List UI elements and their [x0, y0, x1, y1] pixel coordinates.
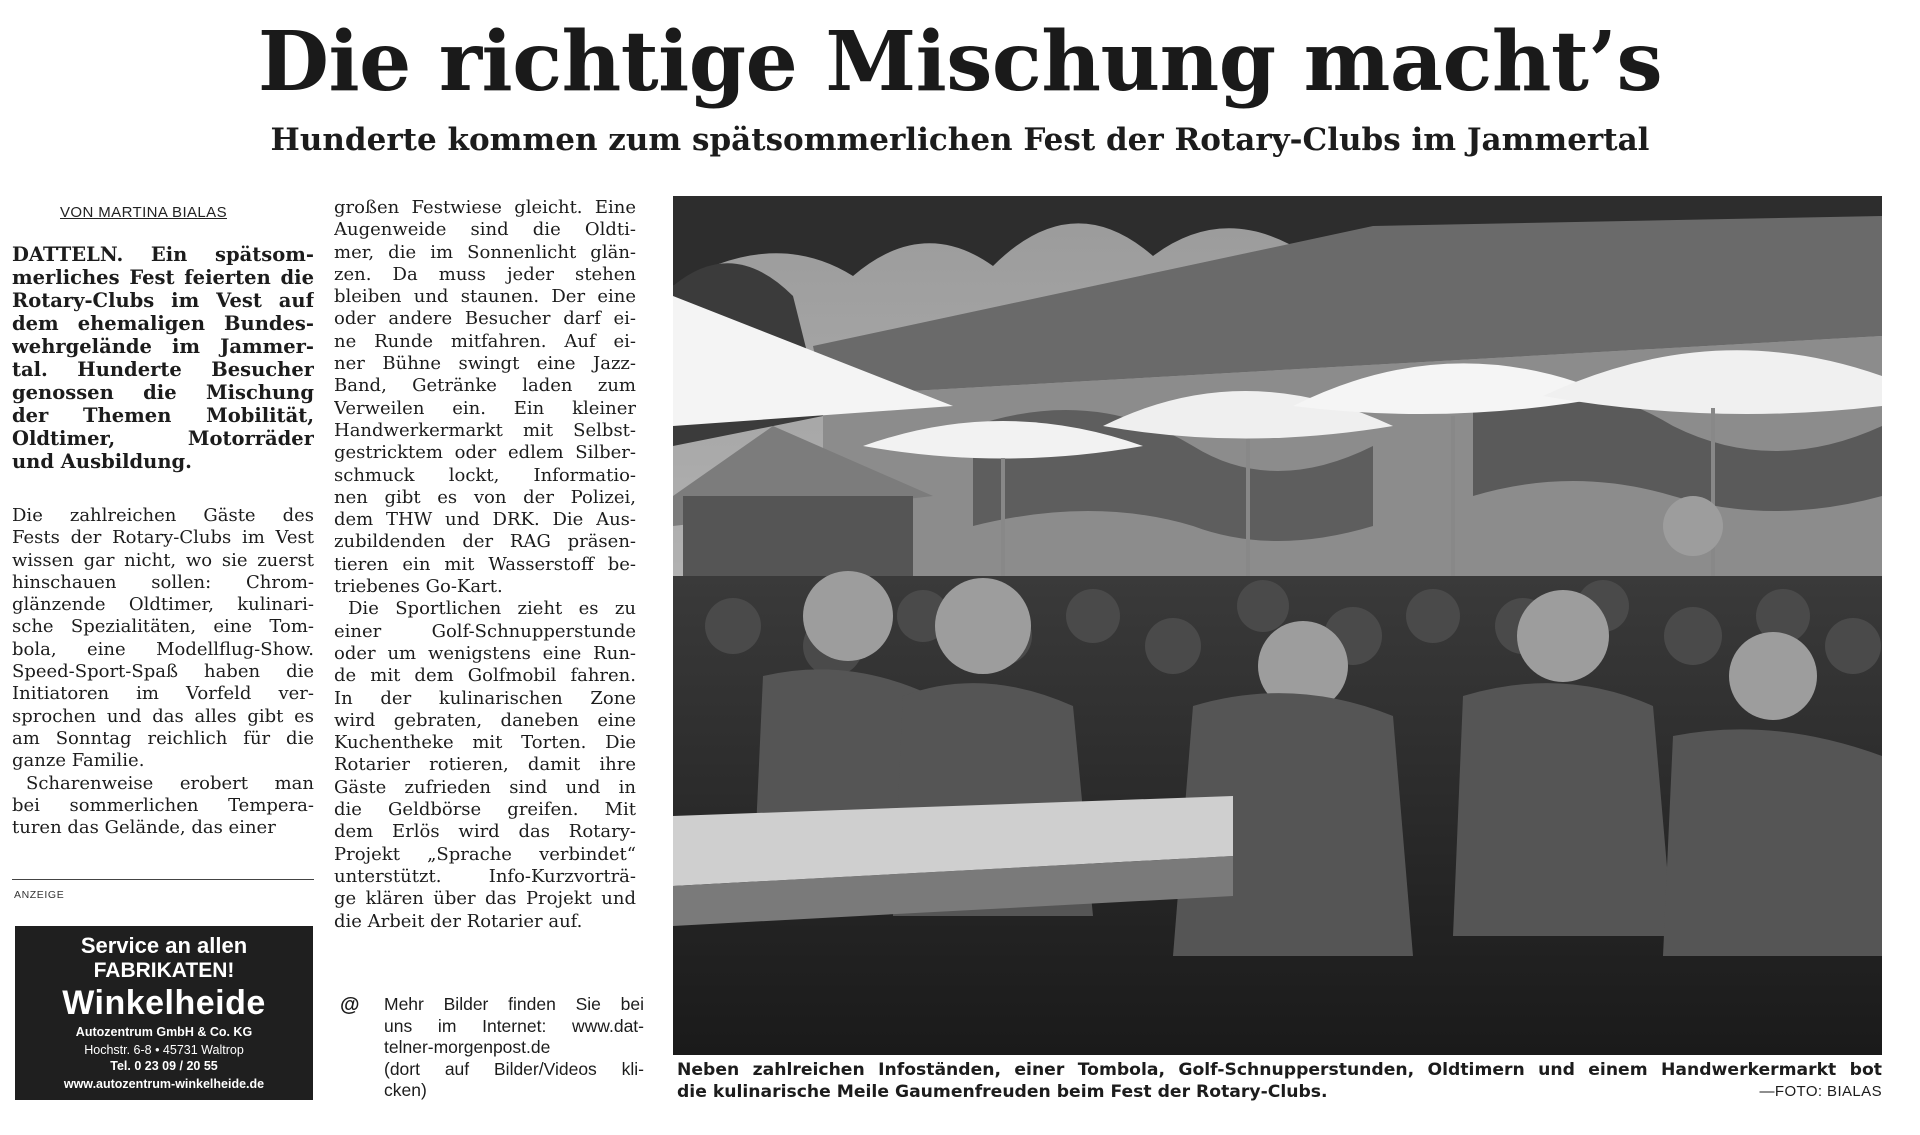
lead-line: der Themen Mobilität, — [12, 404, 314, 427]
body-line: sche Spezialitäten, eine Tom- — [12, 616, 314, 638]
body-line: hinschauen sollen: Chrom- — [12, 571, 314, 593]
body-line: dem THW und DRK. Die Aus- — [334, 509, 636, 531]
body-line: turen das Gelände, das einer — [12, 817, 276, 839]
advertisement[interactable] — [15, 926, 313, 1100]
body-line: Rotarier rotieren, damit ihre — [334, 754, 636, 776]
body-line: oder um wenigstens eine Run- — [334, 642, 636, 664]
body-line: dem Erlös wird das Rotary- — [334, 821, 636, 843]
subheadline: Hunderte kommen zum spätsommerlichen Fest der Rotary-Clubs im Jammertal — [270, 122, 1650, 158]
body-line: die Geldbörse greifen. Mit — [334, 799, 636, 821]
body-line: bei sommerlichen Tempera- — [12, 794, 314, 816]
web-note — [384, 994, 644, 1102]
lead-line: wehrgelände im Jammer- — [12, 335, 314, 358]
lead-line: tal. Hunderte Besucher — [12, 358, 314, 381]
body-column-2 — [334, 197, 636, 933]
body-line: glänzende Oldtimer, kulinari- — [12, 594, 314, 616]
body-line: Verweilen ein. Ein kleiner — [334, 397, 636, 419]
body-line: triebenes Go-Kart. — [334, 576, 503, 598]
body-line: die Arbeit der Rotarier auf. — [334, 910, 583, 932]
web-note-line: telner-morgenpost.de — [384, 1037, 551, 1058]
body-line: bleiben und staunen. Der eine — [334, 286, 636, 308]
body-line: tieren ein mit Wasserstoff be- — [334, 553, 636, 575]
ad-address: Hochstr. 6-8 • 45731 Waltrop — [84, 1043, 244, 1057]
photo — [673, 196, 1882, 1055]
body-line: In der kulinarischen Zone — [334, 687, 636, 709]
headline: Die richtige Mischung macht’s — [257, 14, 1663, 110]
photo-credit: —FOTO: BIALAS — [1759, 1083, 1882, 1100]
ad-phone: Tel. 0 23 09 / 20 55 — [110, 1059, 218, 1073]
body-line: sprochen und das alles gibt es — [12, 705, 314, 727]
body-line: bola, eine Modellflug-Show. — [12, 638, 314, 660]
lead-line: DATTELN. Ein spätsom- — [12, 243, 314, 266]
byline: VON MARTINA BIALAS — [60, 204, 227, 221]
lead-line: und Ausbildung. — [12, 450, 192, 473]
ad-brand: Winkelheide — [62, 984, 266, 1022]
body-line: gestricktem oder edlem Silber- — [334, 442, 636, 464]
ad-label: ANZEIGE — [14, 889, 65, 901]
caption-line: die kulinarische Meile Gaumenfreuden beim Fest der Rotary-Clubs. — [677, 1082, 1328, 1102]
divider — [12, 879, 314, 880]
body-line: einer Golf-Schnupperstunde — [334, 620, 636, 642]
body-line: unterstützt. Info-Kurzvorträ- — [334, 865, 636, 887]
body-line: zubildenden der RAG präsen- — [334, 531, 636, 553]
body-line: ne Runde mitfahren. Auf ei- — [334, 330, 636, 352]
ad-line-1: Service an allen — [80, 933, 248, 958]
body-line: Scharenweise erobert man — [26, 772, 314, 794]
body-line: oder andere Besucher darf ei- — [334, 308, 636, 330]
body-line: Kuchentheke mit Torten. Die — [334, 732, 636, 754]
body-line: Die Sportlichen zieht es zu — [348, 598, 636, 620]
body-line: ner Bühne swingt eine Jazz- — [334, 353, 636, 375]
body-line: am Sonntag reichlich für die — [12, 727, 314, 749]
ad-line-2: FABRIKATEN! — [93, 959, 235, 982]
body-line: mer, die im Sonnenlicht glän- — [334, 241, 636, 263]
photo-caption — [677, 1059, 1882, 1103]
body-line: Fests der Rotary-Clubs im Vest — [12, 527, 314, 549]
body-line: ganze Familie. — [12, 750, 145, 772]
body-column-1 — [12, 505, 314, 839]
body-line: ge klären über das Projekt und — [334, 888, 636, 910]
lead-line: dem ehemaligen Bundes- — [12, 312, 314, 335]
body-line: Band, Getränke laden zum — [334, 375, 636, 397]
ad-url[interactable]: www.autozentrum-winkelheide.de — [63, 1077, 265, 1091]
body-line: Speed-Sport-Spaß haben die — [12, 661, 314, 683]
body-line: schmuck lockt, Informatio- — [334, 464, 636, 486]
at-icon: @ — [340, 994, 360, 1016]
lead-line: Oldtimer, Motorräder — [12, 427, 314, 450]
body-line: Augenweide sind die Oldti- — [334, 219, 636, 241]
lead-line: Rotary-Clubs im Vest auf — [12, 289, 314, 312]
body-line: wird gebraten, daneben eine — [334, 709, 636, 731]
body-line: nen gibt es von der Polizei, — [334, 486, 636, 508]
body-line: Handwerkermarkt mit Selbst- — [334, 419, 636, 441]
body-line: Projekt „Sprache verbindet“ — [334, 843, 636, 865]
lead-line: merliches Fest feierten die — [12, 266, 314, 289]
web-note-line: (dort auf Bilder/Videos kli- — [384, 1058, 644, 1079]
lead-paragraph — [12, 243, 314, 473]
body-line: großen Festwiese gleicht. Eine — [334, 197, 636, 218]
lead-line: genossen die Mischung — [12, 381, 314, 404]
body-line: Die zahlreichen Gäste des — [12, 505, 314, 526]
body-line: wissen gar nicht, wo sie zuerst — [12, 549, 314, 571]
web-note-line: uns im Internet: www.dat- — [384, 1015, 644, 1036]
body-line: de mit dem Golfmobil fahren. — [334, 665, 636, 687]
body-line: Gäste zufrieden sind und in — [334, 776, 636, 798]
web-note-line: cken) — [384, 1080, 427, 1101]
caption-line: Neben zahlreichen Infoständen, einer Tombola, Golf-Schnupperstunden, Oldtimern und einem Handwerkermarkt bot — [677, 1060, 1882, 1080]
ad-company: Autozentrum GmbH & Co. KG — [75, 1025, 253, 1039]
body-line: zen. Da muss jeder stehen — [334, 263, 636, 285]
web-note-line: Mehr Bilder finden Sie bei — [384, 994, 644, 1014]
body-line: Initiatoren im Vorfeld ver- — [12, 683, 314, 705]
